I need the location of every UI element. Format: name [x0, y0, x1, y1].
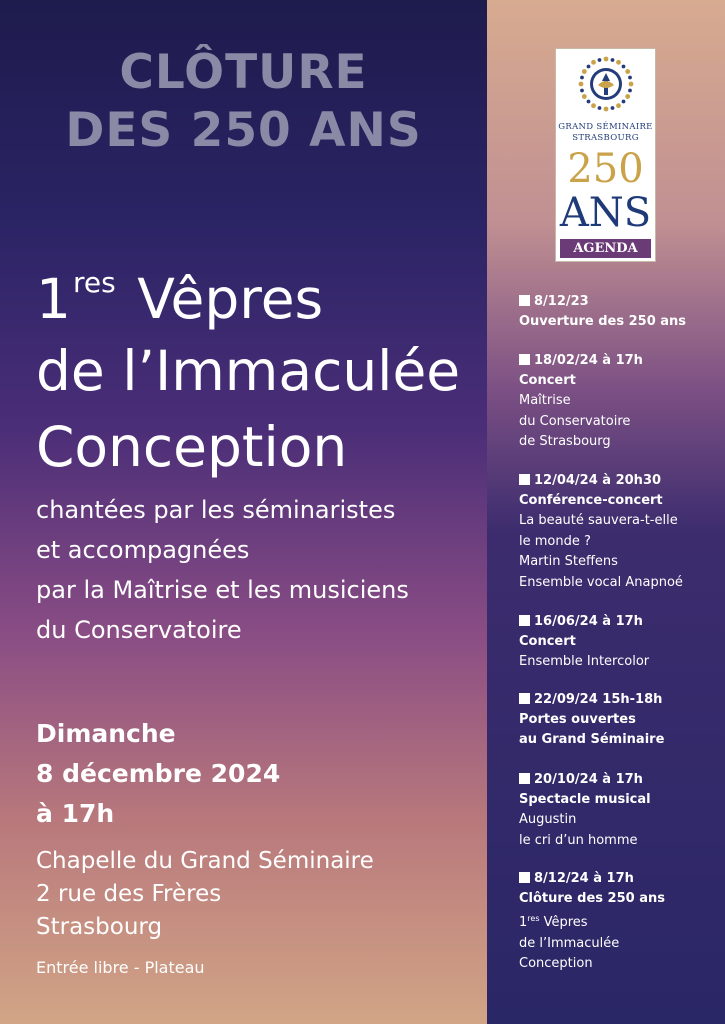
- bullet-square-icon: [519, 474, 530, 485]
- event-day: Dimanche: [36, 719, 176, 748]
- event-date: 8 décembre 2024: [36, 759, 281, 788]
- agenda-event: [519, 351, 719, 453]
- agenda-event-desc: de Strasbourg: [519, 434, 611, 449]
- logo-agenda-band: AGENDA: [560, 239, 651, 258]
- agenda-desc-superscript: res: [527, 914, 540, 923]
- agenda-event: [519, 612, 719, 673]
- agenda-event-date: 12/04/24 à 20h30: [534, 473, 662, 488]
- agenda-event-title: Conférence-concert: [519, 493, 663, 508]
- agenda-event-date: 8/12/24 à 17h: [534, 871, 634, 886]
- agenda-event-desc: le monde ?: [519, 533, 591, 549]
- agenda-event-title: Spectacle musical: [519, 792, 651, 807]
- agenda-event-date: 22/09/24 15h-18h: [534, 692, 663, 707]
- bullet-square-icon: [519, 295, 530, 306]
- bullet-square-icon: [519, 773, 530, 784]
- agenda-event-desc: Martin Steffens: [519, 554, 618, 569]
- title-superscript: res: [73, 266, 116, 299]
- agenda-event-desc: Augustin: [519, 812, 577, 827]
- agenda-event-desc: Ensemble vocal Anapnoé: [519, 574, 683, 590]
- bullet-square-icon: [519, 354, 530, 365]
- title-number: 1: [36, 267, 71, 331]
- agenda-event-desc: du Conservatoire: [519, 413, 631, 429]
- agenda-event-desc: Ensemble Intercolor: [519, 654, 650, 669]
- agenda-event-date: 18/02/24 à 17h: [534, 353, 643, 368]
- agenda-event-title-line2: au Grand Séminaire: [519, 732, 665, 747]
- agenda-event: [519, 770, 719, 851]
- agenda-event-title: Portes ouvertes: [519, 712, 636, 727]
- title-line3: Conception: [36, 415, 348, 479]
- title-line1: [36, 248, 323, 334]
- agenda-event-date: 8/12/23: [534, 294, 589, 309]
- subtitle-line: par la Maîtrise et les musiciens: [36, 576, 409, 604]
- address-line: Chapelle du Grand Séminaire: [36, 848, 374, 874]
- logo-name-line2: STRASBOURG: [572, 133, 639, 143]
- bullet-square-icon: [519, 615, 530, 626]
- seminary-emblem-icon: [577, 55, 635, 113]
- agenda-event-desc: le cri d’un homme: [519, 832, 638, 848]
- event-time: à 17h: [36, 799, 115, 828]
- agenda-event-title: Ouverture des 250 ans: [519, 314, 687, 329]
- headline-line2: DES 250 ANS: [65, 103, 422, 158]
- logo-250: 250: [567, 146, 644, 192]
- headline-line1: CLÔTURE: [119, 45, 368, 100]
- agenda-event-desc: de l’Immaculée: [519, 935, 620, 951]
- title-line2: de l’Immaculée: [36, 339, 461, 403]
- agenda-event: [519, 471, 719, 593]
- agenda-event-desc: Conception: [519, 956, 593, 971]
- logo-name-line1: GRAND SÉMINAIRE: [558, 122, 653, 132]
- title-vepres: Vêpres: [137, 267, 324, 331]
- agenda-event-date: 20/10/24 à 17h: [534, 772, 643, 787]
- subtitle-line: chantées par les séminaristes: [36, 496, 396, 524]
- agenda-event: [519, 690, 719, 750]
- agenda-event-desc: La beauté sauvera-t-elle: [519, 513, 678, 528]
- agenda-event-desc: Maîtrise: [519, 393, 571, 408]
- bullet-square-icon: [519, 693, 530, 704]
- agenda-event-title: Clôture des 250 ans: [519, 891, 665, 906]
- entry-info: Entrée libre - Plateau: [36, 958, 205, 977]
- address-line: 2 rue des Frères: [36, 881, 222, 907]
- agenda-event-desc: [519, 909, 719, 934]
- agenda-event-title: Concert: [519, 373, 576, 388]
- agenda-event: [519, 869, 719, 975]
- agenda-event: [519, 292, 719, 332]
- agenda-event-title: Concert: [519, 634, 576, 649]
- address-line: Strasbourg: [36, 914, 163, 940]
- bullet-square-icon: [519, 872, 530, 883]
- agenda-event-date: 16/06/24 à 17h: [534, 614, 643, 629]
- logo-ans: ANS: [559, 190, 652, 236]
- agenda-desc-vepres: Vêpres: [539, 915, 588, 930]
- grand-seminaire-logo: [555, 48, 656, 262]
- agenda-desc-number: 1: [519, 915, 528, 930]
- subtitle-line: et accompagnées: [36, 536, 250, 564]
- subtitle-line: du Conservatoire: [36, 616, 242, 644]
